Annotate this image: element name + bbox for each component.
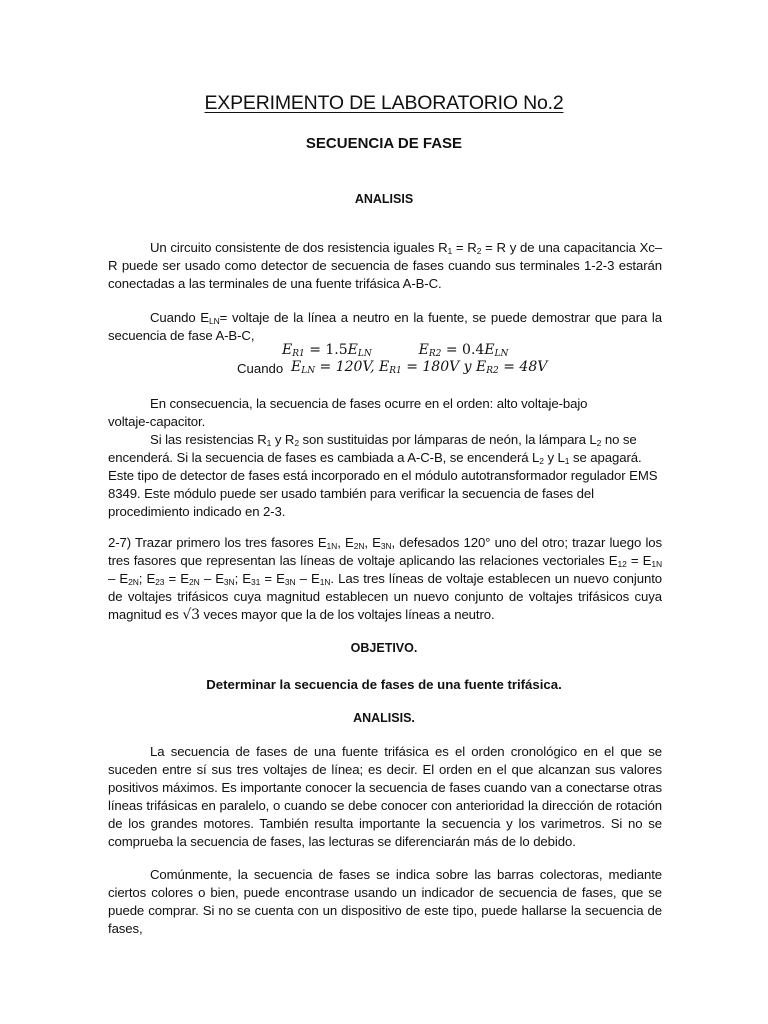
paragraph-circuit-description: Un circuito consistente de dos resistencia iguales $R_1 = R_2 = R$ y de una capacitancia Xc–R puede ser usado como detector de secuencia de fases cuando sus terminales 1-2-3 estarán conectadas a las terminales de una fuente trifásica A-B-C.: [108, 240, 662, 291]
paragraph-phasors-procedure: 2-7) Trazar primero los tres fasores $E_{1N}$, $E_{2N}$, $E_{3N}$, defesados 120° uno del otro; trazar luego los tres fasores que representan las líneas de voltaje aplicando las relaciones vectoriales $E_{12} = E_{1N} - E_{2N}$; $E_{23} = E_{2N} - E_{3N}$; $E_{31} = E_{3N} - E_{1N}$. Las tres líneas de voltaje establecen un nuevo conjunto de voltajes trifásicos cuya magnitud establecen un nuevo conjunto de voltajes trifásicos cuya magnitud es √3 veces mayor que la de los voltajes líneas a neutro.: [108, 535, 663, 623]
paragraph-neon-lamps: Si las resistencias $R_1$ y $R_2$ son sustituidas por lámparas de neón, la lámpara $L_2$ no se encenderá. Si la secuencia de fases es cambiada a A-C-B, se encenderá $L_2$ y $L_1$ se apagará. Este tipo de detector de fases está incorporado en el módulo autotransformador regulador EMS 8349. Este módulo puede ser usado también para verificar la secuencia de fases del procedimiento indicado en 2-3.: [108, 432, 658, 519]
section-heading-analisis-2: ANALISIS.: [353, 711, 415, 725]
paragraph-line-voltage: Cuando $E_{LN}=$ voltaje de la línea a neutro en la fuente, se puede demostrar que para la secuencia de fase A-B-C,: [108, 310, 662, 343]
equation-cuando-label: Cuando: [237, 361, 284, 376]
sqrt-three-symbol: √3: [182, 607, 200, 623]
document-subtitle: SECUENCIA DE FASE: [305, 135, 463, 152]
paragraph-phase-sequence-definition: La secuencia de fases de una fuente trifásica es el orden cronológico en el que se suceden entre sí sus tres voltajes de línea; es decir. El orden en el que alcanzan sus valores positivos máximos. Es importante conocer la secuencia de fases cuando van a conectarse otras líneas trifásicas en paralelo, o cuando se debe conocer con anterioridad la dirección de rotación de los grandes motores. También resulta importante la secuencia y los varimetros. Si no se comprueba la secuencia de fases, las lecturas se diferenciarán más de lo debido.: [108, 744, 662, 849]
paragraph-sequence-order: En consecuencia, la secuencia de fases ocurre en el orden: alto voltaje-bajo voltaje-capacitor.: [108, 396, 588, 429]
section-heading-objetivo: OBJETIVO.: [350, 641, 418, 655]
equation-resistor-voltages: $E_{R1} = 1.5E_{LN}$ $E_{R2} = 0.4E_{LN}$: [282, 342, 509, 359]
section-heading-analisis: ANALISIS: [354, 192, 414, 206]
document-title: EXPERIMENTO DE LABORATORIO No.2: [204, 92, 564, 114]
equation-example-values: $E_{LN} = 120V$, $E_{R1} = 180V$ y $E_{R2} = 48V$: [291, 359, 548, 376]
paragraph-phase-sequence-indication: Comúnmente, la secuencia de fases se indica sobre las barras colectoras, mediante ciertos colores o bien, puede encontrase usando un indicador de secuencia de fases, que se puede comprar. Si no se cuenta con un dispositivo de este tipo, puede hallarse la secuencia de fases,: [108, 867, 662, 936]
objective-statement: Determinar la secuencia de fases de una fuente trifásica.: [206, 677, 562, 692]
